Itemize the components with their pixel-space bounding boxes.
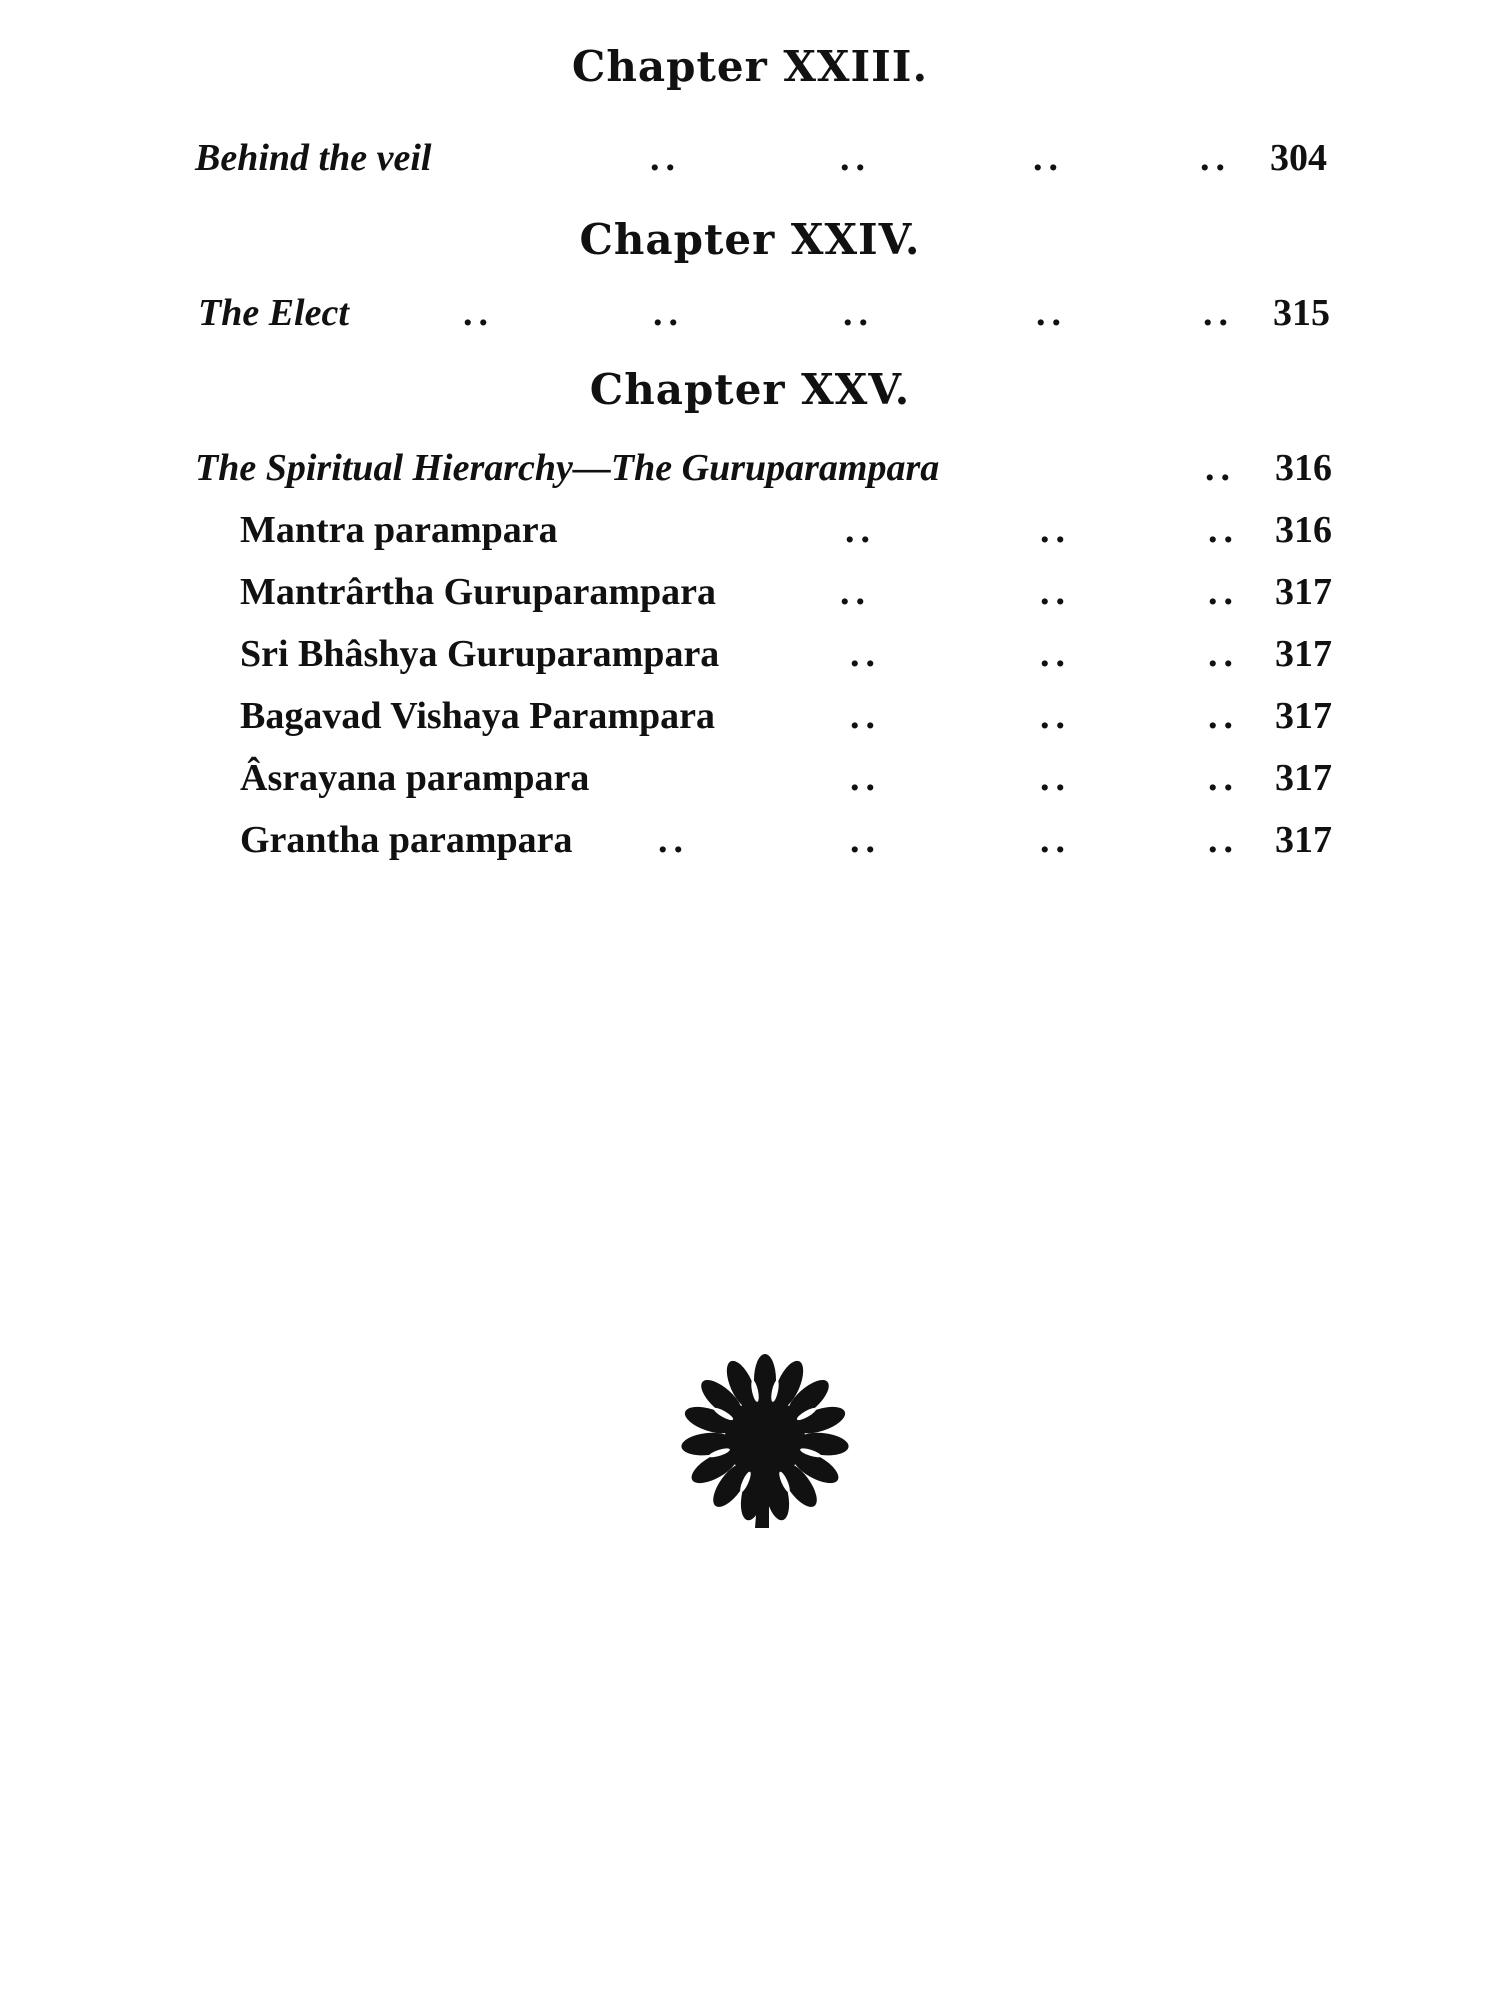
chapter-heading-xxv: Chapter XXV.	[589, 365, 911, 414]
toc-entry-page: 316	[1275, 509, 1332, 551]
toc-entry-page: 317	[1275, 633, 1332, 675]
toc-entry	[240, 688, 1365, 744]
leader-dots: ..	[1040, 571, 1071, 613]
chapter-heading-xxiii: Chapter XXIII.	[571, 42, 929, 91]
toc-entry	[240, 502, 1365, 558]
leader-dots: ..	[653, 292, 684, 334]
toc-entry	[195, 440, 1365, 496]
toc-entry-title: Âsrayana parampara	[240, 757, 590, 799]
flower-ornament-icon	[670, 1350, 860, 1530]
toc-entry-page: 316	[1275, 447, 1332, 489]
leader-dots: ..	[1033, 137, 1064, 179]
leader-dots: ..	[1208, 695, 1239, 737]
toc-entry-page: 317	[1275, 695, 1332, 737]
leader-dots: ..	[1036, 292, 1067, 334]
leader-dots: ..	[1200, 137, 1231, 179]
leader-dots: ..	[463, 292, 494, 334]
leader-dots: ..	[650, 137, 681, 179]
toc-entry-page: 317	[1275, 819, 1332, 861]
leader-dots: ..	[1208, 633, 1239, 675]
leader-dots: ..	[840, 137, 871, 179]
toc-entry-title: Mantra parampara	[240, 509, 558, 551]
leader-dots: ..	[1208, 757, 1239, 799]
toc-entry	[240, 812, 1365, 868]
leader-dots: ..	[658, 819, 689, 861]
toc-entry-title: Mantrârtha Guruparampara	[240, 571, 717, 613]
toc-entry-title: The Spiritual Hierarchy—The Guruparampara	[195, 447, 940, 489]
toc-entry-title: Behind the veil	[195, 137, 432, 179]
toc-entry-title: The Elect	[198, 292, 349, 334]
leader-dots: ..	[850, 633, 881, 675]
toc-entry-title: Sri Bhâshya Guruparampara	[240, 633, 720, 675]
leader-dots: ..	[1203, 292, 1234, 334]
toc-entry-page: 317	[1275, 757, 1332, 799]
toc-entry	[195, 130, 1355, 186]
toc-entry-page: 315	[1273, 292, 1330, 334]
toc-entry	[240, 564, 1365, 620]
leader-dots: ..	[850, 819, 881, 861]
leader-dots: ..	[1208, 509, 1239, 551]
leader-dots: ..	[840, 571, 871, 613]
toc-entry	[240, 750, 1365, 806]
leader-dots: ..	[850, 757, 881, 799]
leader-dots: ..	[1040, 633, 1071, 675]
toc-entry-title: Grantha parampara	[240, 819, 573, 861]
leader-dots: ..	[843, 292, 874, 334]
leader-dots: ..	[1208, 819, 1239, 861]
toc-entry	[240, 626, 1365, 682]
leader-dots: ..	[1208, 571, 1239, 613]
leader-dots: ..	[1040, 819, 1071, 861]
toc-entry	[198, 285, 1358, 341]
leader-dots: ..	[1040, 695, 1071, 737]
leader-dots: ..	[845, 509, 876, 551]
leader-dots: ..	[850, 695, 881, 737]
leader-dots: ..	[1205, 447, 1236, 489]
toc-entry-title: Bagavad Vishaya Parampara	[240, 695, 716, 737]
toc-entry-page: 317	[1275, 571, 1332, 613]
leader-dots: ..	[1040, 757, 1071, 799]
toc-entry-page: 304	[1270, 137, 1327, 179]
leader-dots: ..	[1040, 509, 1071, 551]
chapter-heading-xxiv: Chapter XXIV.	[579, 215, 921, 264]
